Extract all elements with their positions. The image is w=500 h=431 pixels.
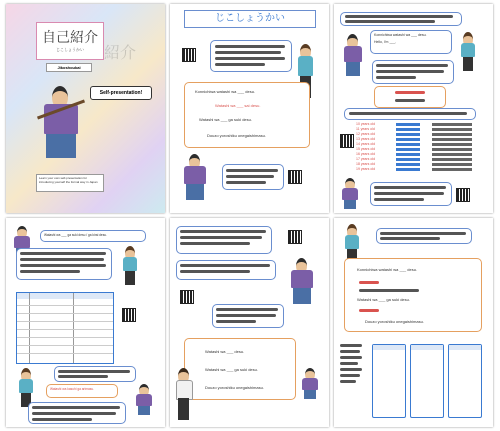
- example-box: [46, 384, 118, 398]
- hello-text: Hello, I'm ___.: [374, 40, 397, 44]
- template-line-1: Konnichiwa watashi wa ___ desu.: [357, 267, 418, 272]
- page-4: [6, 218, 165, 427]
- page-2: [170, 4, 329, 213]
- top-bubble: [376, 228, 472, 244]
- samurai-illustration: [342, 34, 364, 78]
- side-note: [340, 344, 364, 416]
- age-row: 12 years old: [356, 132, 476, 137]
- age-row: 17 years old: [356, 157, 476, 162]
- age-row: 14 years old: [356, 142, 476, 147]
- greeting-bubble: [370, 30, 452, 54]
- top-bubble: [340, 12, 462, 26]
- page-3: [334, 4, 493, 213]
- student-illustration: [174, 368, 194, 422]
- qr-code: [288, 230, 302, 244]
- note-bubble: [212, 304, 284, 328]
- hint-bubble: [54, 366, 136, 382]
- callout-box: [90, 86, 152, 100]
- answer-box: [374, 86, 446, 108]
- samurai-illustration: [288, 258, 316, 308]
- template-line-3: Douzo yoroshiku onegaishimasu.: [365, 319, 424, 324]
- practice-column-2: [410, 344, 444, 418]
- qr-code: [180, 290, 194, 304]
- samurai-illustration: [34, 82, 90, 162]
- template-line-2: Watashi wa ___ ga suki desu.: [357, 297, 410, 302]
- page2-heading-box: [184, 10, 316, 28]
- template-box: [344, 258, 482, 332]
- intro-bubble: [176, 226, 272, 254]
- intro-bubble: [210, 40, 292, 72]
- practice-column-1: [372, 344, 406, 418]
- note-bubble: [370, 182, 452, 206]
- footer-bubble: [28, 402, 126, 424]
- age-row: 15 years old: [356, 147, 476, 152]
- phrase-line-2: Watashi wa ___ sai desu.: [215, 103, 261, 108]
- page2-heading: じこしょうかい: [215, 13, 285, 24]
- cover-title-box: [36, 22, 104, 60]
- practice-table: [16, 292, 114, 364]
- question-bubble: [176, 260, 276, 280]
- explain-bubble: [16, 248, 112, 280]
- ghost-title: 紹介: [104, 43, 137, 62]
- age-row: 18 years old: [356, 162, 476, 167]
- samurai-illustration-small: [300, 368, 322, 400]
- cover-title: 自己紹介: [42, 30, 98, 46]
- cover-badge: Jikoshoukai: [46, 63, 92, 72]
- qr-code: [122, 308, 136, 322]
- practice-column-3: [448, 344, 482, 418]
- samurai-illustration-small: [340, 178, 362, 210]
- like-bubble: [40, 230, 146, 242]
- practice-bubble: [344, 108, 476, 120]
- like-text: Watashi wa ___ ga suki desu / ga kirai desu.: [44, 233, 107, 237]
- qr-code: [340, 134, 354, 148]
- page-1: [6, 4, 165, 213]
- template-box: [184, 338, 296, 400]
- age-row: 13 years old: [356, 137, 476, 142]
- page-5: [170, 218, 329, 427]
- phrase-box: [184, 82, 310, 148]
- age-row: 19 years old: [356, 167, 476, 172]
- qr-code: [456, 188, 470, 202]
- samurai-illustration-small: [180, 154, 210, 204]
- page-6: [334, 218, 493, 427]
- phrase-line-1: Konnichiwa watashi wa ___ desu.: [195, 89, 256, 94]
- ask-bubble: [372, 60, 454, 84]
- greeting-text: Konnichiwa watashi wa ___ desu.: [374, 33, 427, 37]
- cover-footer-text: Learn your own self-presentation for introducing yourself the formal way in Japan: [39, 176, 98, 184]
- samurai-illustration-small: [134, 384, 156, 416]
- age-row: 11 years old: [356, 127, 476, 132]
- phrase-line-3: Watashi wa ___ ga suki desu.: [199, 117, 252, 122]
- qr-code: [182, 48, 196, 62]
- qr-code: [288, 170, 302, 184]
- template-line-3: Douzo yoroshiku onegaishimasu.: [205, 385, 264, 390]
- student-illustration: [120, 246, 142, 286]
- template-line-2: Watashi wa ___ ga suki desu.: [205, 367, 258, 372]
- student-illustration: [458, 32, 480, 72]
- template-line-1: Watashi wa ___ desu.: [205, 349, 245, 354]
- tip-bubble: [222, 164, 284, 190]
- callout-text: Self-presentation!: [99, 90, 143, 96]
- example-text: Watashi wa kasuhi ga arimasu.: [50, 387, 94, 391]
- cover-footer-box: [36, 174, 104, 192]
- age-row: 10 years old: [356, 122, 476, 127]
- age-row: 16 years old: [356, 152, 476, 157]
- phrase-line-4: Douzo yoroshiku onegaishimasu.: [207, 133, 266, 138]
- cover-subtitle: じこしょうかい: [56, 47, 84, 52]
